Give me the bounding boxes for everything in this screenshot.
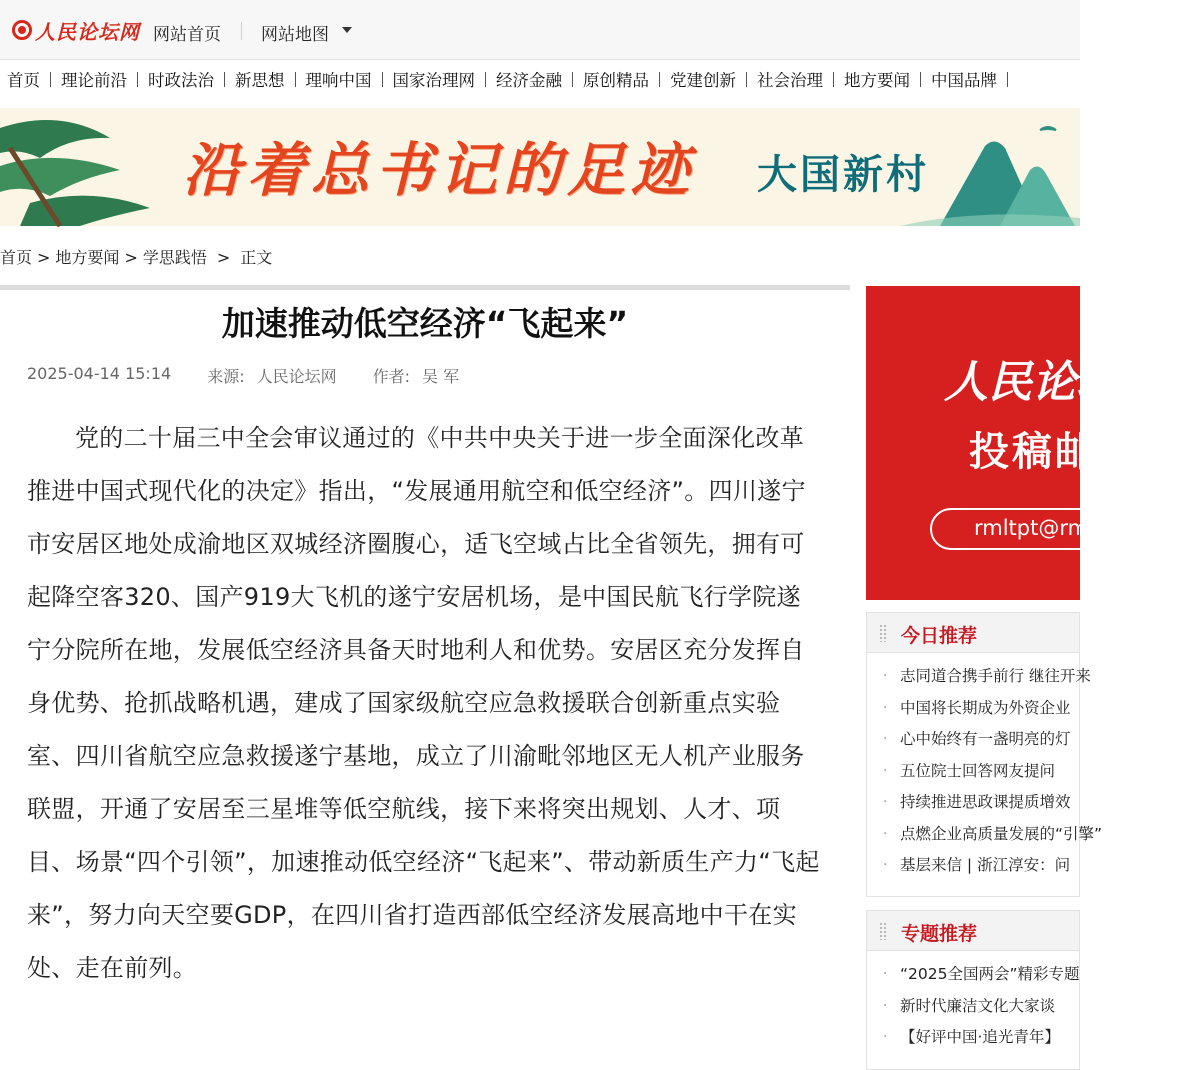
today-list <box>867 653 1103 882</box>
panel-title: 今日推荐 <box>901 625 978 647</box>
breadcrumb-separator: > <box>124 248 138 267</box>
list-item-text[interactable]: 点燃企业高质量发展的“引擎” <box>900 824 1103 843</box>
breadcrumb <box>0 245 272 268</box>
article-title: 加速推动低空经济“飞起来” <box>221 304 629 343</box>
logo-mark-icon <box>12 20 32 40</box>
list-item-text[interactable]: 五位院士回答网友提问 <box>900 761 1056 780</box>
list-item[interactable] <box>867 819 1103 851</box>
nav-item-governance[interactable]: 国家治理网 <box>392 71 475 90</box>
grip-icon <box>879 922 887 940</box>
panel-header <box>867 613 1079 653</box>
banner-subtitle: 大国新村 <box>757 151 929 198</box>
nav-item-social-governance[interactable]: 社会治理 <box>757 71 823 90</box>
nav-divider <box>920 72 921 87</box>
bullet-icon: · <box>883 857 888 873</box>
list-item[interactable] <box>867 959 1079 991</box>
list-item-text[interactable]: 新时代廉洁文化大家谈 <box>900 996 1056 1015</box>
nav-divider <box>224 72 225 87</box>
feature-banner[interactable] <box>0 108 1080 226</box>
breadcrumb-study[interactable]: 学思践悟 <box>142 248 207 267</box>
bullet-icon: · <box>883 699 888 716</box>
main-nav <box>0 60 1080 98</box>
list-item-text[interactable]: 持续推进思政课提质增效 <box>900 793 1071 811</box>
topic-recommend-panel <box>866 910 1080 1070</box>
top-link-divider <box>241 22 242 40</box>
breadcrumb-separator: > <box>37 248 51 267</box>
nav-item-theory[interactable]: 理论前沿 <box>61 71 127 90</box>
list-item-text[interactable]: 基层来信 | 浙江淳安：问 <box>900 856 1071 874</box>
nav-divider <box>50 72 51 87</box>
list-item[interactable] <box>867 787 1079 819</box>
grip-icon <box>879 624 887 642</box>
panel-header <box>867 911 1079 951</box>
author-label: 作者: <box>372 367 411 386</box>
nav-item-home[interactable]: 首页 <box>7 71 40 90</box>
nav-divider <box>833 72 834 87</box>
banner-title: 沿着总书记的足迹 <box>183 136 696 204</box>
ad-logo: 人民论坛 <box>944 357 1120 408</box>
nav-divider <box>659 72 660 87</box>
bullet-icon: · <box>883 794 888 810</box>
list-item-text[interactable]: 志同道合携手前行 继往开来 <box>900 667 1091 685</box>
today-recommend-panel <box>866 612 1103 897</box>
panel-title: 专题推荐 <box>901 923 978 945</box>
breadcrumb-local-news[interactable]: 地方要闻 <box>55 248 120 267</box>
nav-item-china-brand[interactable]: 中国品牌 <box>931 71 997 90</box>
article-divider <box>0 285 850 290</box>
source-label: 来源: <box>207 367 245 386</box>
breadcrumb-current: 正文 <box>240 248 273 267</box>
nav-divider <box>572 72 573 87</box>
ad-text: 投稿邮箱 <box>969 429 1141 475</box>
nav-divider <box>137 72 138 87</box>
list-item[interactable] <box>867 724 1079 756</box>
submission-ad[interactable] <box>866 286 1185 600</box>
bullet-icon: · <box>883 825 888 842</box>
nav-item-party-building[interactable]: 党建创新 <box>670 71 736 90</box>
list-item-text[interactable]: 【好评中国·追光青年】 <box>900 1028 1060 1046</box>
top-link-home[interactable]: 网站首页 <box>153 25 221 45</box>
list-item[interactable] <box>867 1022 1079 1054</box>
nav-item-original[interactable]: 原创精品 <box>583 71 649 90</box>
bullet-icon: · <box>883 1029 888 1045</box>
list-item[interactable] <box>867 661 1091 693</box>
breadcrumb-home[interactable]: 首页 <box>0 248 33 267</box>
bullet-icon: · <box>883 762 888 779</box>
article-author: 吴 军 <box>422 367 460 386</box>
nav-divider <box>485 72 486 87</box>
nav-item-new-thought[interactable]: 新思想 <box>235 71 285 90</box>
top-bar <box>0 0 1080 60</box>
list-item[interactable] <box>867 850 1079 882</box>
nav-item-politics-law[interactable]: 时政法治 <box>148 71 214 90</box>
breadcrumb-separator: > <box>216 248 231 267</box>
site-logo[interactable] <box>12 14 140 46</box>
bullet-icon: · <box>883 997 888 1014</box>
nav-divider <box>295 72 296 87</box>
article-source: 人民论坛网 <box>256 367 337 386</box>
top-link-sitemap[interactable]: 网站地图 <box>261 25 329 45</box>
logo-text: 人民论坛网 <box>35 19 140 44</box>
list-item-text[interactable]: “2025全国两会”精彩专题 <box>900 965 1080 983</box>
chevron-down-icon[interactable] <box>342 27 352 33</box>
bullet-icon: · <box>883 966 888 982</box>
nav-divider <box>746 72 747 87</box>
list-item-text[interactable]: 心中始终有一盏明亮的灯 <box>900 730 1071 748</box>
article-meta <box>27 364 459 387</box>
nav-item-lixiang-china[interactable]: 理响中国 <box>305 71 372 90</box>
list-item[interactable] <box>867 693 1079 725</box>
nav-divider <box>382 72 383 87</box>
list-item[interactable] <box>867 991 1079 1023</box>
article-datetime: 2025-04-14 15:14 <box>27 364 172 383</box>
topic-list <box>867 951 1079 1054</box>
list-item-text[interactable]: 中国将长期成为外资企业 <box>900 698 1071 717</box>
bullet-icon: · <box>883 731 888 747</box>
list-item[interactable] <box>867 756 1079 788</box>
nav-divider <box>1007 72 1008 87</box>
bullet-icon: · <box>883 668 888 684</box>
ad-email: rmltpt@rmlt.com.cn <box>974 516 1185 540</box>
article-body: 党的二十届三中全会审议通过的《中共中央关于进一步全面深化改革 推进中国式现代化的决定》指出，“发展通用航空和低空经济”。四川遂宁市安居区地处成渝地区双城经济圈腹心，适飞空域占比全省领先，拥有可起降空客320、国产919大飞机的遂宁安居机场，是中国民航飞行学院遂宁分院所在地，发展低空经济具备天时地利人和优势。安居区充分发挥自身优势、抢抓战略机遇，建成了国家级航空应急救援联合创新重点实验室、四川省航空应急救援遂宁基地，成立了川渝毗邻地区无人机产业服务联盟，开通了安居至三星堆等低空航线，接下来将突出规划、人才、项目、场景“四个引领”，加速推动低空经济“飞起来”、带动新质生产力“飞起来”，努力向天空要GDP，在四川省打造西部低空经济发展高地中干在实处、走在前列。 <box>27 424 820 982</box>
nav-item-local-news[interactable]: 地方要闻 <box>844 71 910 90</box>
nav-item-finance[interactable]: 经济金融 <box>496 71 562 90</box>
